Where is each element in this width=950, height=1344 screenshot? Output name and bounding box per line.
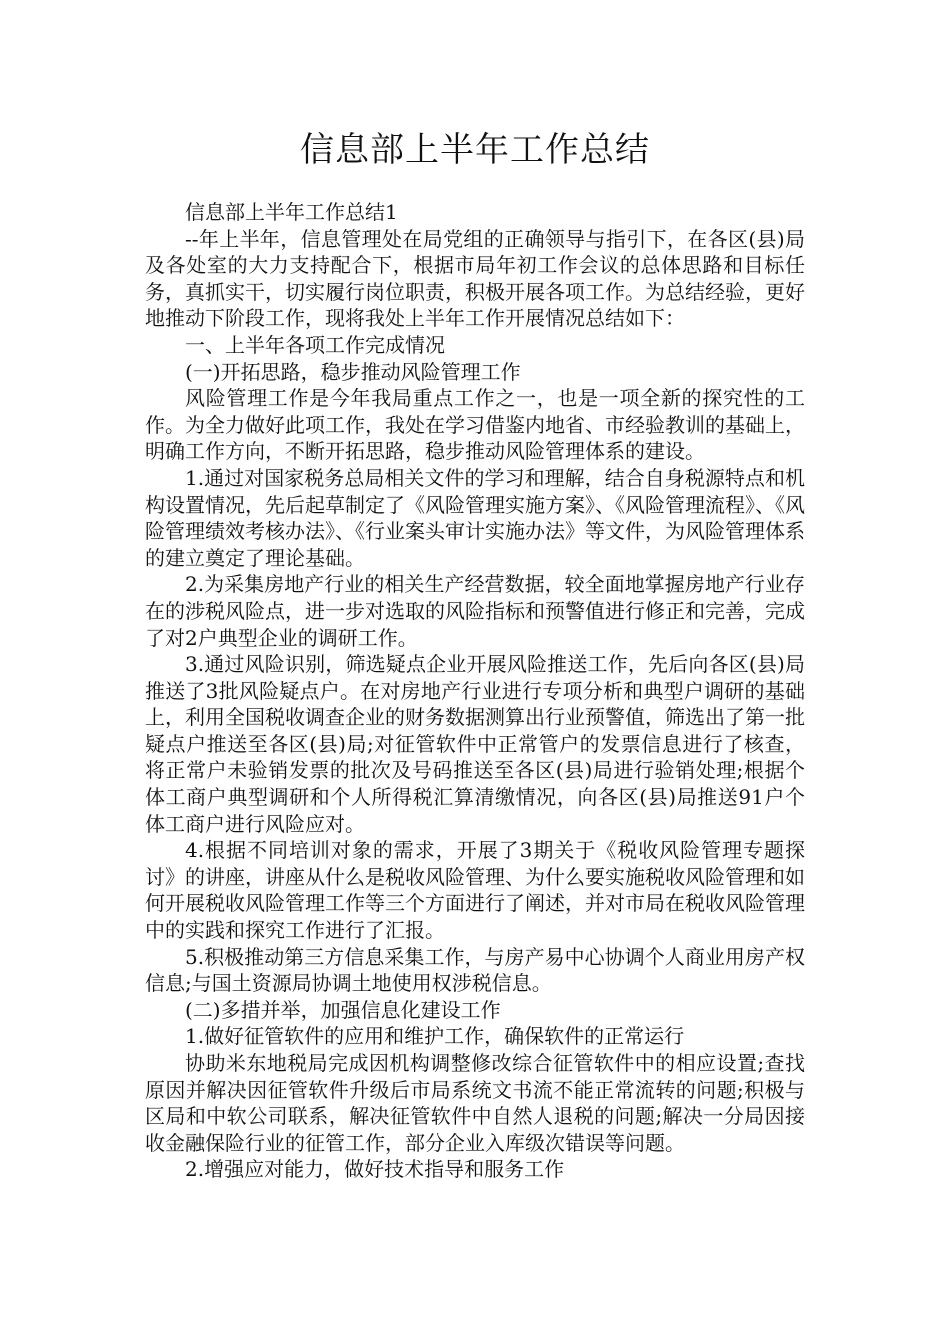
intro-paragraph: --年上半年，信息管理处在局党组的正确领导与指引下，在各区(县)局及各处室的大力支持配合下，根据市局年初工作会议的总体思路和目标任务，真抓实干，切实履行岗位职责，积极开展各项工作。为总结经验，更好地推动下阶段工作，现将我处上半年工作开展情况总结如下：: [145, 226, 805, 331]
item-heading-2: 2.增强应对能力，做好技术指导和服务工作: [185, 1157, 565, 1182]
list-item-2: 2.为采集房地产行业的相关生产经营数据，较全面地掌握房地产行业存在的涉税风险点，进一步对选取的风险指标和预警值进行修正和完善，完成了对2户典型企业的调研工作。: [145, 572, 805, 650]
document-title: 信息部上半年工作总结: [300, 130, 650, 170]
subsection-heading-2: (二)多措并举，加强信息化建设工作: [185, 997, 501, 1022]
list-item-1: 1.通过对国家税务总局相关文件的学习和理解，结合自身税源特点和机构设置情况，先后起草制定了《风险管理实施方案》、《风险管理流程》、《风险管理绩效考核办法》、《行业案头审计实施办法》等文件，为风险管理体系的建立奠定了理论基础。: [145, 465, 805, 570]
list-item-3: 3.通过风险识别，筛选疑点企业开展风险推送工作，先后向各区(县)局推送了3批风险疑点户。在对房地产行业进行专项分析和典型户调研的基础上，利用全国税收调查企业的财务数据测算出行业预警值，筛选出了第一批疑点户推送至各区(县)局;对征管软件中正常管户的发票信息进行了核查，将正常户未验销发票的批次及号码推送至各区(县)局进行验销处理;根据个体工商户典型调研和个人所得税汇算清缴情况，向各区(县)局推送91户个体工商户进行风险应对。: [145, 652, 805, 836]
section-heading-1: 一、上半年各项工作完成情况: [185, 332, 445, 357]
body-paragraph: 协助米东地税局完成因机构调整修改综合征管软件中的相应设置;查找原因并解决因征管软件升级后市局系统文书流不能正常流转的问题;积极与区局和中软公司联系，解决征管软件中自然人退税的问题;解决一分局因接收金融保险行业的征管工作，部分企业入库级次错误等问题。: [145, 1051, 805, 1155]
list-item-4: 4.根据不同培训对象的需求，开展了3期关于《税收风险管理专题探讨》的讲座，讲座从什么是税收风险管理、为什么要实施税收风险管理和如何开展税收风险管理工作等三个方面进行了阐述，并对市局在税收风险管理中的实践和探究工作进行了汇报。: [145, 838, 805, 943]
body-paragraph: 风险管理工作是今年我局重点工作之一，也是一项全新的探究性的工作。为全力做好此项工作，我处在学习借鉴内地省、市经验教训的基础上，明确工作方向，不断开拓思路，稳步推动风险管理体系的建设。: [145, 386, 805, 464]
subsection-heading-1: (一)开拓思路，稳步推动风险管理工作: [185, 359, 521, 384]
list-item-5: 5.积极推动第三方信息采集工作，与房产易中心协调个人商业用房产权信息;与国土资源局协调土地使用权涉税信息。: [145, 944, 805, 996]
subtitle-paragraph: 信息部上半年工作总结1: [185, 200, 398, 224]
document-body: [145, 199, 805, 1183]
item-heading-1: 1.做好征管软件的应用和维护工作，确保软件的正常运行: [185, 1024, 685, 1049]
